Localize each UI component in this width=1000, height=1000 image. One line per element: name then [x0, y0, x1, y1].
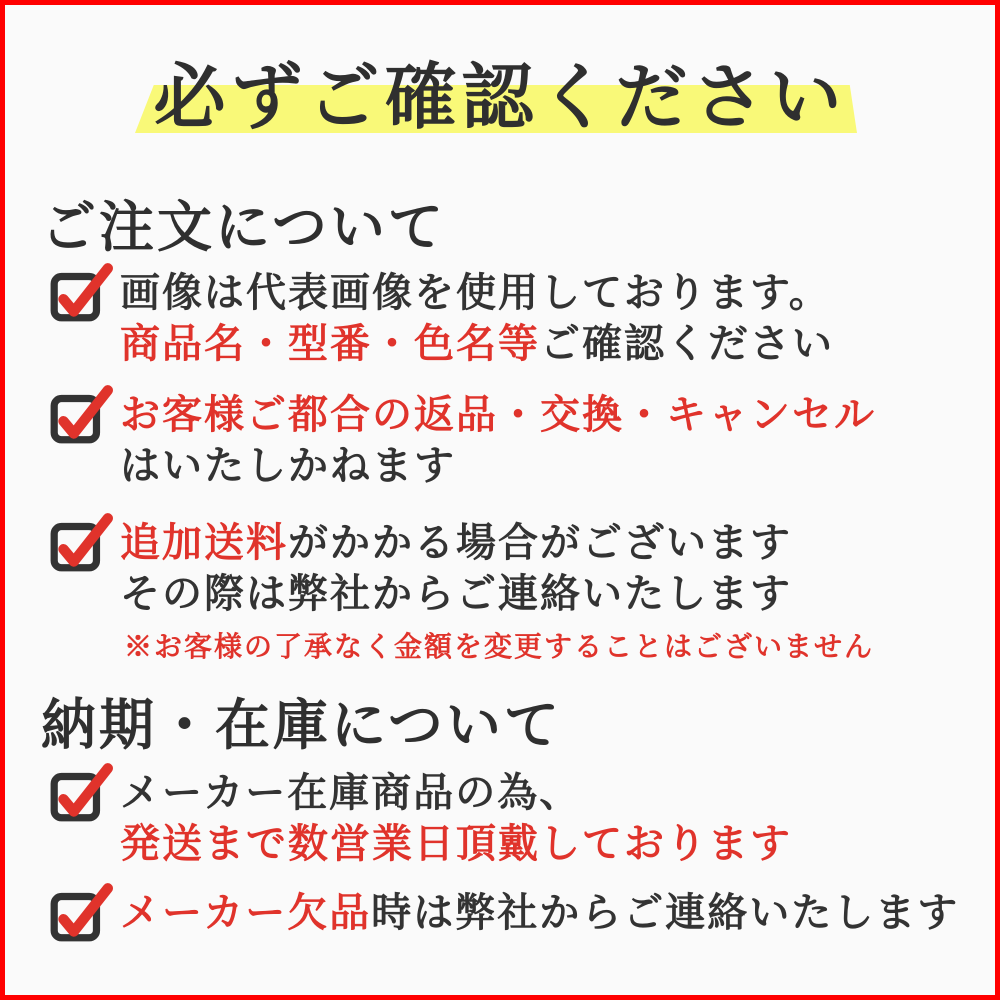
section-heading-orders: ご注文について: [41, 197, 446, 258]
notice-item-text: [120, 267, 834, 369]
page-title: 必ずご確認ください: [153, 58, 847, 138]
text-black: がかかる場合がございます: [288, 520, 792, 565]
notice-item-text: [120, 389, 876, 491]
notice-item-representative-image: [48, 267, 834, 369]
title-banner: [5, 5, 995, 155]
text-red-emphasis: お客様ご都合の返品・交換・キャンセル: [120, 392, 876, 437]
text-red-emphasis: 発送まで数営業日頂戴しております: [120, 821, 792, 866]
text-red-emphasis: 商品名・型番・色名等: [120, 321, 540, 366]
notice-item-text: [120, 887, 959, 938]
checkbox-checked-icon: [48, 761, 114, 823]
checkbox-checked-icon: [48, 383, 114, 445]
text-black: 画像は代表画像を使用しております。: [120, 270, 831, 315]
text-red-emphasis: メーカー欠品: [120, 890, 372, 935]
notice-item-text: [120, 517, 874, 665]
notice-item-text: [120, 767, 792, 869]
notice-item-maker-out-of-stock: [48, 887, 959, 943]
text-black: その際は弊社からご連絡いたします: [120, 571, 792, 616]
notice-item-no-returns: [48, 389, 876, 491]
text-red-emphasis: 追加送料: [120, 520, 288, 565]
checkbox-checked-icon: [48, 261, 114, 323]
text-black: ご確認ください: [540, 321, 834, 366]
text-black: 時は弊社からご連絡いたします: [371, 890, 960, 935]
checkbox-checked-icon: [48, 881, 114, 943]
section-heading-stock: 納期・在庫について: [41, 695, 562, 756]
price-change-note: ※お客様の了承なく金額を変更することはございません: [124, 632, 875, 663]
checkbox-checked-icon: [48, 511, 114, 573]
text-black: メーカー在庫商品の為、: [120, 770, 582, 815]
text-black: はいたしかねます: [120, 443, 456, 488]
notice-item-extra-shipping: [48, 517, 874, 665]
notice-item-maker-stock: [48, 767, 792, 869]
